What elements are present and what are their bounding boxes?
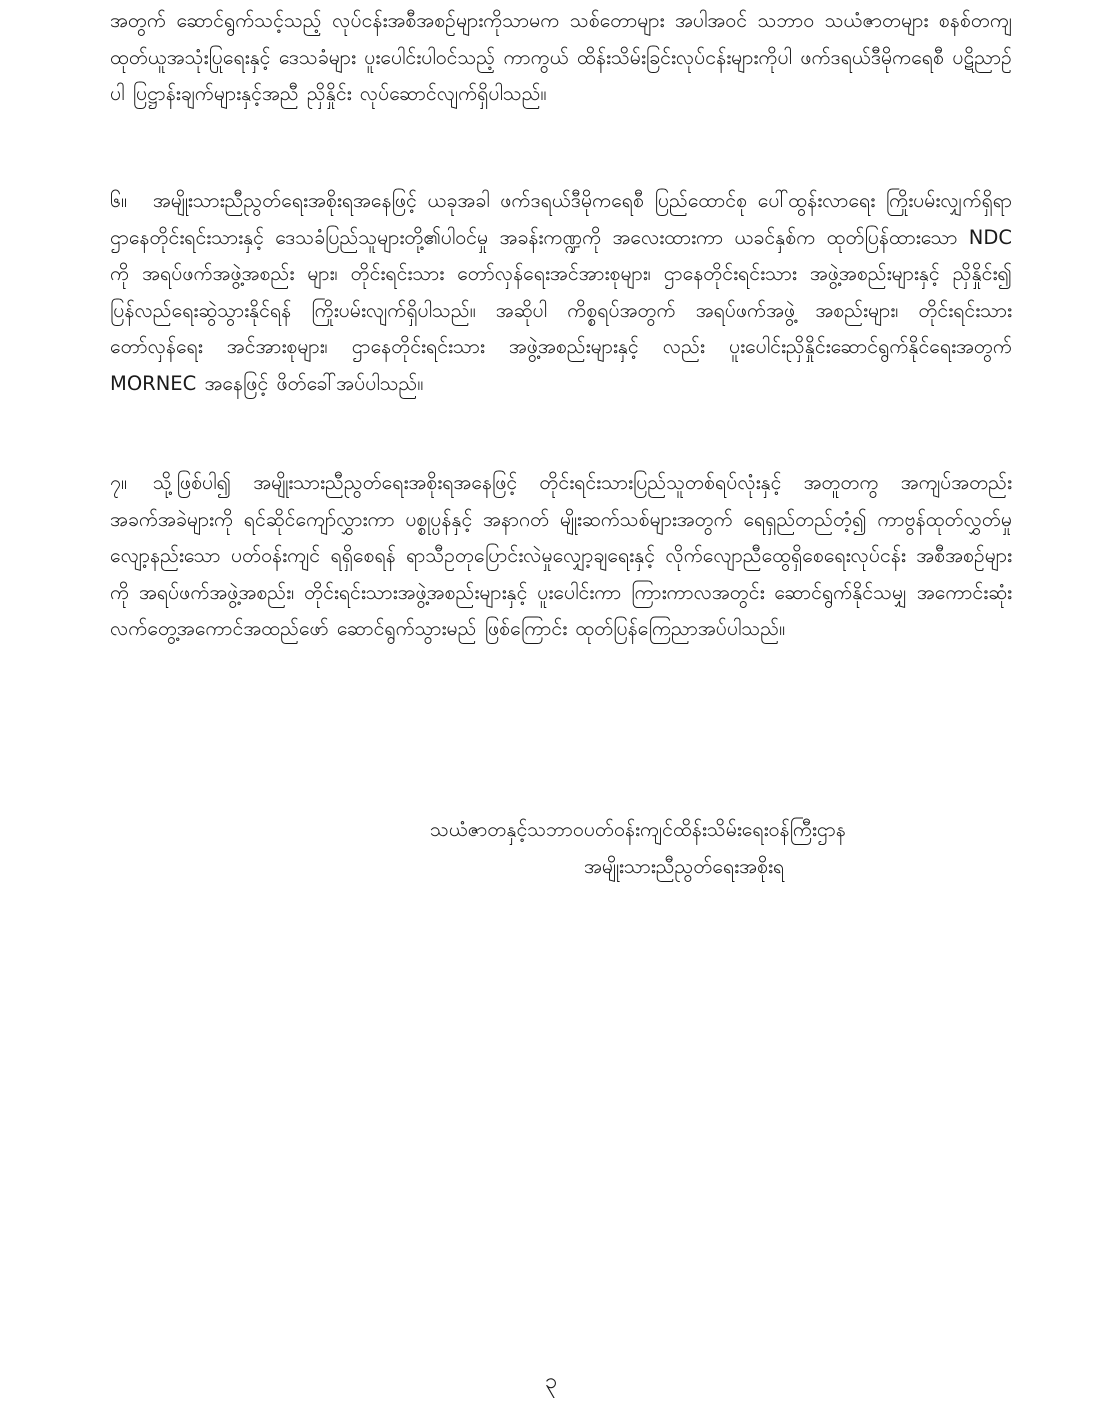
signature-ministry: သယံဇာတနှင့်သဘာဝပတ်ဝန်းကျင်ထိန်းသိမ်းရေးဝန်ကြီးဌာန bbox=[430, 818, 846, 841]
paragraph-7-text: သို့ဖြစ်ပါ၍ အမျိုးသားညီညွတ်ရေးအစိုးရအနေဖြင့် တိုင်းရင်းသားပြည်သူတစ်ရပ်လုံးနှင့် အတူတကွ အကျပ်အတည်း အခက်အခဲများကို ရင်ဆိုင်ကျော်လွှားကာ ပစ္စုပ္ပန်နှင့် အနာဂတ် မျိုးဆက်သစ်များအတွက် ရေရှည်တည်တံ့၍ ကာဗွန်ထုတ်လွှတ်မှုလျော့နည်းသော ပတ်ဝန်းကျင် ရရှိစေရန် ရာသီဥတုပြောင်းလဲမှုလျှော့ချရေးနှင့် လိုက်လျောညီထွေရှိစေရေးလုပ်ငန်း အစီအစဉ်များ ကို အရပ်ဖက်အဖွဲ့အစည်း၊ တိုင်းရင်းသားအဖွဲ့အစည်းများနှင့် ပူးပေါင်းကာ ကြားကာလအတွင်း ဆောင်ရွက်နိုင်သမျှ အကောင်းဆုံး လက်တွေ့အကောင်အထည်ဖော် ဆောင်ရွက်သွားမည် ဖြစ်ကြောင်း ထုတ်ပြန်ကြေညာအပ်ပါသည်။ bbox=[110, 471, 1012, 640]
page-number: ၃ bbox=[544, 1369, 558, 1394]
paragraph-6-text: အမျိုးသားညီညွတ်ရေးအစိုးရအနေဖြင့် ယခုအခါ ဖက်ဒရယ်ဒီမိုကရေစီ ပြည်ထောင်စု ပေါ်ထွန်းလာရေး ကြိုးပမ်းလျှက်ရှိရာ ဌာနေတိုင်းရင်းသားနှင့် ဒေသခံပြည်သူများတို့၏ပါဝင်မှု အခန်းကဏ္ဍကို အလေးထားကာ ယခင်နှစ်က ထုတ်ပြန်ထားသော NDC ကို အရပ်ဖက်အဖွဲ့အစည်း များ၊ တိုင်းရင်းသား တော်လှန်ရေးအင်အားစုများ၊ ဌာနေတိုင်းရင်းသား အဖွဲ့အစည်းများနှင့် ညှိနှိုင်း၍ ပြန်လည်ရေးဆွဲသွားနိုင်ရန် ကြိုးပမ်းလျက်ရှိပါသည်။ အဆိုပါ ကိစ္စရပ်အတွက် အရပ်ဖက်အဖွဲ့ အစည်းများ၊ တိုင်းရင်းသားတော်လှန်ရေး အင်အားစုများ၊ ဌာနေတိုင်းရင်းသား အဖွဲ့အစည်းများနှင့် လည်း ပူးပေါင်းညှိနှိုင်းဆောင်ရွက်နိုင်ရေးအတွက် MORNEC အနေဖြင့် ဖိတ်ခေါ်အပ်ပါသည်။ bbox=[110, 189, 1012, 395]
paragraph-6 bbox=[110, 183, 1012, 402]
paragraph-7 bbox=[110, 465, 1012, 648]
signature-government: အမျိုးသားညီညွတ်ရေးအစိုးရ bbox=[584, 855, 785, 878]
paragraph-continued: အတွက် ဆောင်ရွက်သင့်သည့် လုပ်ငန်းအစီအစဉ်များကိုသာမက သစ်တောများ အပါအဝင် သဘာဝ သယံဇာတများ စနစ်တကျထုတ်ယူအသုံးပြုရေးနှင့် ဒေသခံများ ပူးပေါင်းပါဝင်သည့် ကာကွယ် ထိန်းသိမ်းခြင်းလုပ်ငန်းများကိုပါ ဖက်ဒရယ်ဒီမိုကရေစီ ပဋိညာဉ်ပါ ပြဋ္ဌာန်းချက်များနှင့်အညီ ညှိနှိုင်း လုပ်ဆောင်လျက်ရှိပါသည်။ bbox=[110, 9, 1012, 105]
paragraph-6-number: ၆။ bbox=[110, 189, 127, 212]
paragraph-7-number: ၇။ bbox=[110, 471, 127, 494]
